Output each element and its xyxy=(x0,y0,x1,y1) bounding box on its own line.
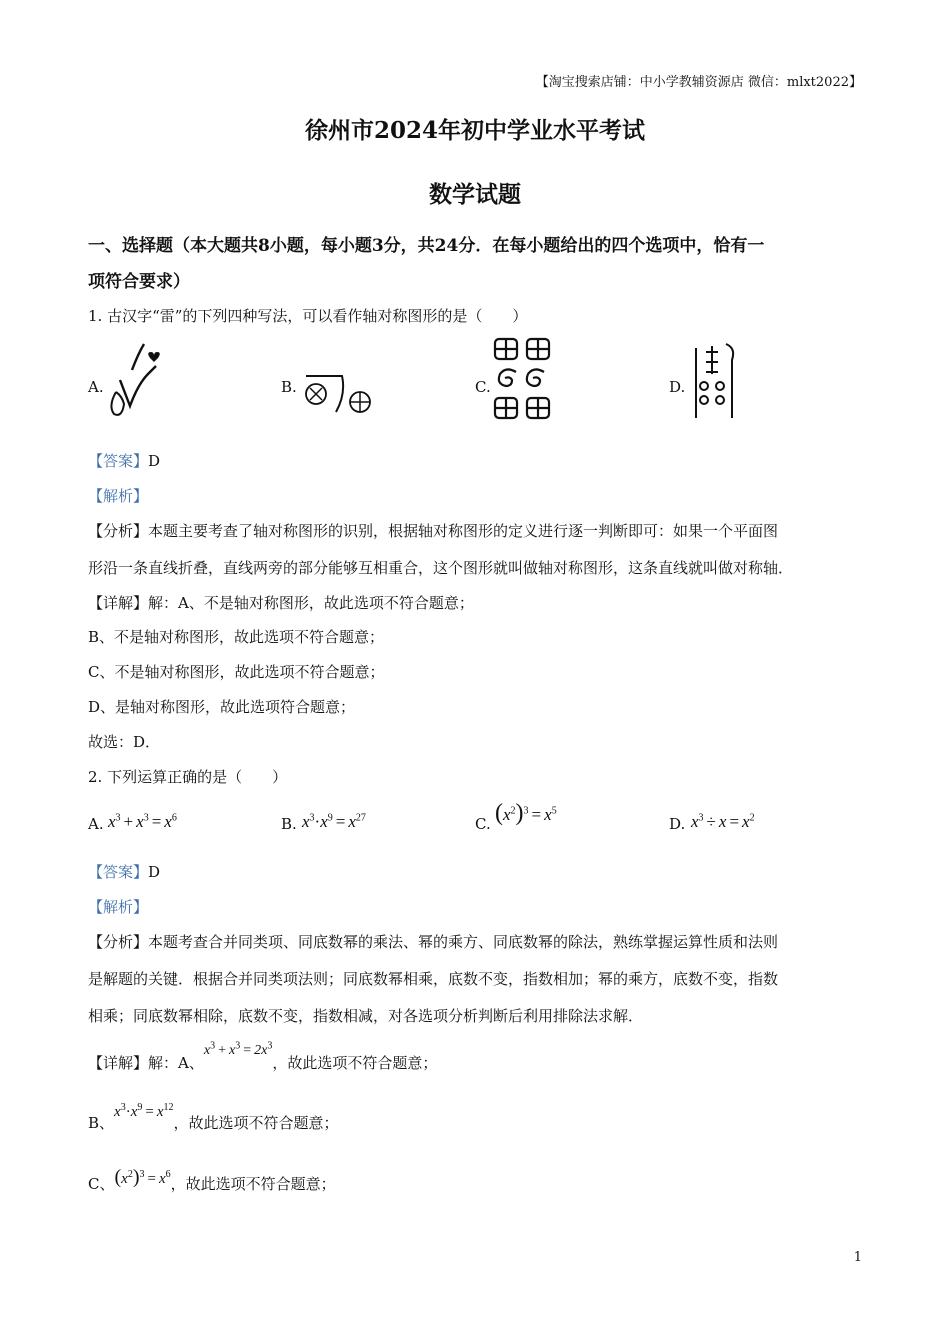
page-title: 徐州市2024年初中学业水平考试 xyxy=(304,117,645,144)
q2-detail-b-suffix: ，故此选项不符合题意； xyxy=(173,1114,339,1132)
q1-option-b-label: B. xyxy=(281,378,297,396)
q2-detail-a-formula: $x^3 + x^3 = 2x^3$ xyxy=(203,1040,273,1058)
q2-fenxi-line1 xyxy=(88,931,778,952)
q2-answer-tag: 【答案】 xyxy=(88,863,149,881)
q2-fenxi-text: 本题考查合并同类项、同底数幂的乘法、幂的乘方、同底数幂的除法，熟练掌握运算性质和法则 xyxy=(148,933,779,951)
q2-fenxi-line3: 相乘；同底数幂相除，底数不变，指数相减，对各选项分析判断后利用排除法求解． xyxy=(88,1007,644,1025)
q2-detail-c-prefix: C、 xyxy=(88,1175,115,1193)
q2-detail-a-prefix: 【详解】解：A、 xyxy=(88,1054,204,1072)
q2-detail-c-formula: $(x^2)^3 = x^6$ xyxy=(114,1166,171,1188)
header-note: 【淘宝搜索店铺：中小学教辅资源店 微信：mlxt2022】 xyxy=(535,75,862,90)
q1-conclusion: 故选：D． xyxy=(88,733,161,751)
q1-answer-tag: 【答案】 xyxy=(88,452,149,470)
q1-detail-line3: C、不是轴对称图形，故此选项不符合题意； xyxy=(88,663,385,681)
q2-analysis-tag: 【解析】 xyxy=(88,898,149,916)
q1-option-a-label: A. xyxy=(88,378,104,396)
page-number: 1 xyxy=(853,1250,862,1265)
q2-detail-b-formula: $x^3\cdot x^9 = x^{12}$ xyxy=(114,1102,174,1120)
q2-fenxi-line2: 是解题的关键．根据合并同类项法则；同底数幂相乘，底数不变，指数相加；幂的乘方，底数不变，指数 xyxy=(88,970,779,988)
q1-option-c-label: C. xyxy=(475,378,491,396)
q1-analysis-tag: 【解析】 xyxy=(88,487,149,505)
q1-stem: 1. 古汉字“雷”的下列四种写法，可以看作轴对称图形的是（ ） xyxy=(88,307,528,325)
q1-option-b-glyph xyxy=(298,368,376,418)
q1-detail-line1: 【详解】解：A、不是轴对称图形，故此选项不符合题意； xyxy=(88,594,474,612)
q1-fenxi-text: 本题主要考查了轴对称图形的识别，根据轴对称图形的定义进行逐一判断即可：如果一个平面图 xyxy=(148,522,779,540)
q2-detail-a-suffix: ，故此选项不符合题意； xyxy=(272,1054,438,1072)
q2-stem: 2. 下列运算正确的是（ ） xyxy=(88,768,288,786)
q1-fenxi-line2: 形沿一条直线折叠，直线两旁的部分能够互相重合，这个图形就叫做轴对称图形，这条直线就叫做对称轴． xyxy=(88,559,794,577)
q1-answer-value: D xyxy=(148,452,161,470)
q2-detail-a xyxy=(88,1040,438,1073)
q2-answer-value: D xyxy=(148,863,161,881)
q2-detail-c-suffix: ，故此选项不符合题意； xyxy=(170,1175,336,1193)
section-heading-line2: 项符合要求） xyxy=(88,272,190,292)
q2-detail-b-prefix: B、 xyxy=(88,1114,115,1132)
q2-detail-c xyxy=(88,1166,336,1195)
q2-option-d-label: D. xyxy=(669,815,686,833)
q1-option-c-glyph xyxy=(492,336,554,424)
q1-option-d-label: D. xyxy=(669,378,686,396)
q2-option-a-label: A. xyxy=(88,815,104,833)
q1-option-a-glyph xyxy=(104,340,166,420)
q2-option-b-label: B. xyxy=(281,815,297,833)
q2-option-d-formula: $x^3 \div x = x^2$ xyxy=(691,812,755,831)
q2-detail-b xyxy=(88,1102,339,1133)
q2-option-c-label: C. xyxy=(475,815,491,833)
section-heading-line1: 一、选择题（本大题共8小题，每小题3分，共24分．在每小题给出的四个选项中，恰有一 xyxy=(88,236,765,256)
q1-detail-line2: B、不是轴对称图形，故此选项不符合题意； xyxy=(88,628,385,646)
q2-answer xyxy=(88,861,160,882)
q2-option-c-formula: $(x^2)^3 = x^5$ xyxy=(495,800,557,826)
q2-fenxi-tag: 【分析】 xyxy=(88,933,149,951)
q2-option-b-formula: $x^3\cdot x^9 = x^{27}$ xyxy=(302,812,366,831)
q1-option-d-glyph xyxy=(686,340,740,422)
q1-fenxi-tag: 【分析】 xyxy=(88,522,149,540)
q1-detail-line4: D、是轴对称图形，故此选项符合题意； xyxy=(88,698,356,716)
q1-answer xyxy=(88,450,160,471)
page-subtitle: 数学试题 xyxy=(429,181,521,208)
q2-option-a-formula: $x^3 + x^3 = x^6$ xyxy=(108,812,177,831)
q1-fenxi-line1 xyxy=(88,520,778,541)
